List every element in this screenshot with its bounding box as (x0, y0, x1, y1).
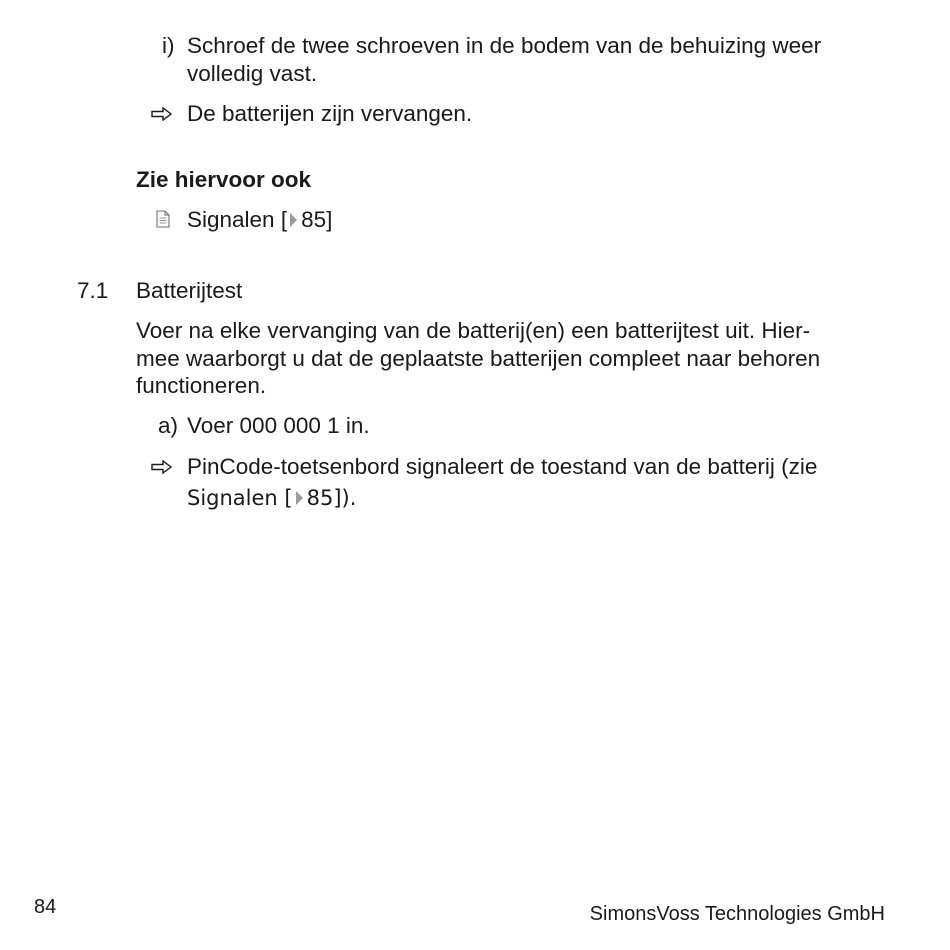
footer-company: SimonsVoss Technologies GmbH (589, 903, 885, 925)
see-also-heading: Zie hiervoor ook (136, 167, 312, 192)
step-a-marker: a) (158, 413, 179, 438)
result-arrow-icon (151, 460, 173, 474)
result-2-link-label: Signalen [ (187, 486, 293, 510)
step-i-line-2: volledig vast. (187, 61, 318, 86)
result-2-link-page: 85]). (306, 486, 357, 510)
result-2-link-signalen[interactable] (187, 484, 356, 512)
result-1-text: De batterijen zijn vervangen. (187, 101, 473, 126)
step-i-marker: i) (162, 33, 175, 58)
section-number: 7.1 (77, 278, 109, 303)
see-also-link-signalen[interactable] (187, 206, 332, 234)
step-a-text: Voer 000 000 1 in. (187, 413, 370, 438)
document-icon (156, 210, 170, 228)
section-paragraph-line-3: functioneren. (136, 373, 267, 398)
page-number: 84 (34, 896, 57, 918)
result-arrow-icon (151, 107, 173, 121)
see-also-link-label: Signalen [ (187, 207, 288, 232)
see-also-link-page: 85] (301, 207, 333, 232)
step-i-line-1: Schroef de twee schroeven in de bodem van de behuizing weer (187, 33, 822, 58)
section-paragraph-line-1: Voer na elke vervanging van de batterij(en) een batterijtest uit. Hier- (136, 318, 811, 343)
section-paragraph-line-2: mee waarborgt u dat de geplaatste batterijen compleet naar behoren (136, 346, 821, 371)
cross-reference-triangle-icon (296, 491, 303, 505)
result-2-line-1: PinCode-toetsenbord signaleert de toestand van de batterij (zie (187, 454, 818, 479)
section-title: Batterijtest (136, 278, 243, 303)
cross-reference-triangle-icon (290, 213, 297, 227)
